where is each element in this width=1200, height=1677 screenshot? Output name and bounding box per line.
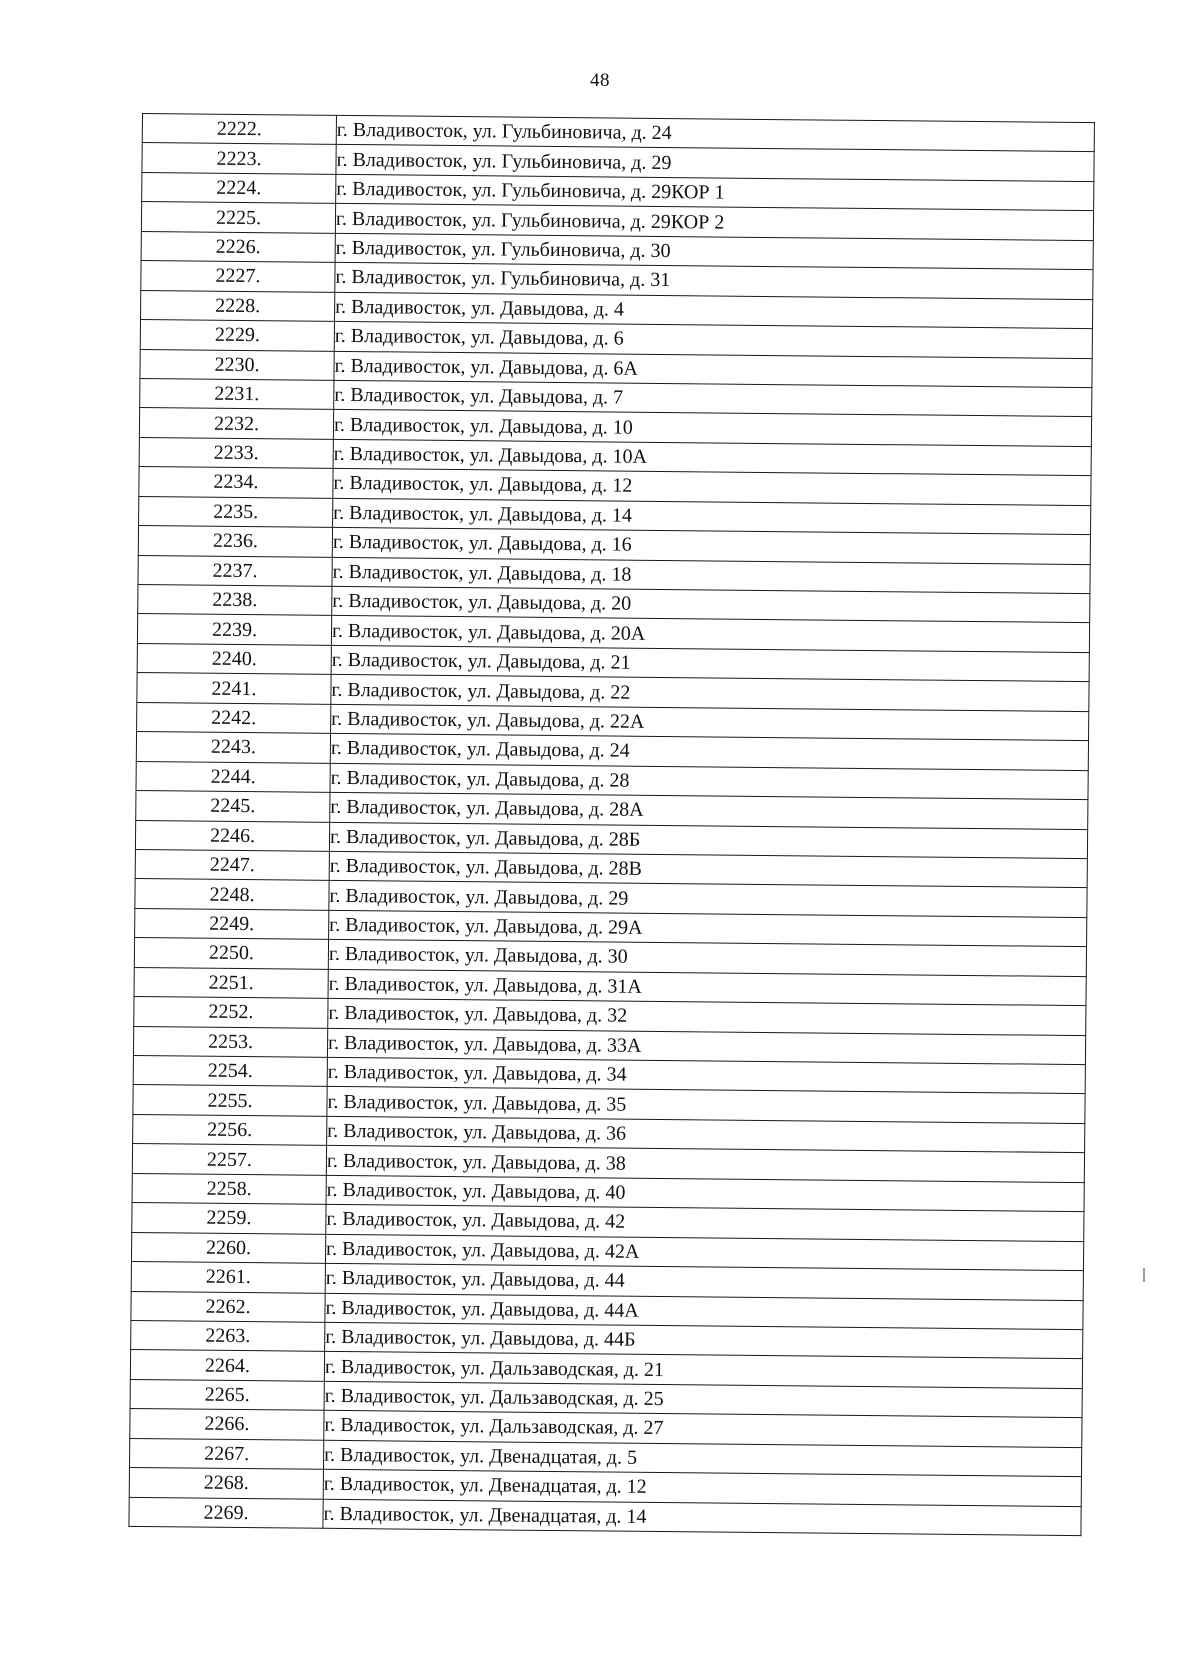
row-address: г. Владивосток, ул. Давыдова, д. 12 [333, 469, 1091, 506]
row-number: 2222. [142, 114, 336, 145]
row-address: г. Владивосток, ул. Давыдова, д. 7 [334, 380, 1092, 417]
row-number: 2244. [136, 761, 330, 792]
row-address: г. Владивосток, ул. Давыдова, д. 18 [332, 557, 1090, 594]
row-address: г. Владивосток, ул. Давыдова, д. 28А [330, 792, 1088, 829]
row-number: 2245. [136, 791, 330, 822]
row-address: г. Владивосток, ул. Давыдова, д. 6А [334, 351, 1092, 388]
row-address: г. Владивосток, ул. Гульбиновича, д. 30 [335, 233, 1093, 270]
row-number: 2234. [139, 467, 333, 498]
row-address: г. Владивосток, ул. Давыдова, д. 10А [333, 439, 1091, 476]
row-address: г. Владивосток, ул. Давыдова, д. 20 [332, 586, 1090, 623]
row-number: 2268. [129, 1468, 323, 1499]
row-address: г. Владивосток, ул. Давыдова, д. 16 [332, 527, 1090, 564]
row-address: г. Владивосток, ул. Двенадцатая, д. 5 [323, 1440, 1081, 1477]
row-address: г. Владивосток, ул. Двенадцатая, д. 14 [323, 1499, 1081, 1536]
row-number: 2257. [132, 1144, 326, 1175]
row-address: г. Владивосток, ул. Давыдова, д. 4 [335, 292, 1093, 329]
row-address: г. Владивосток, ул. Давыдова, д. 22 [331, 675, 1089, 712]
row-address: г. Владивосток, ул. Давыдова, д. 36 [327, 1116, 1085, 1153]
row-number: 2237. [138, 555, 332, 586]
row-number: 2254. [133, 1055, 327, 1086]
row-number: 2265. [130, 1379, 324, 1410]
row-number: 2247. [135, 849, 329, 880]
row-number: 2252. [134, 997, 328, 1028]
row-number: 2226. [141, 231, 335, 262]
row-number: 2230. [140, 349, 334, 380]
row-address: г. Владивосток, ул. Давыдова, д. 42А [325, 1234, 1083, 1271]
row-number: 2248. [135, 879, 329, 910]
row-address: г. Владивосток, ул. Дальзаводская, д. 25 [324, 1381, 1082, 1418]
row-number: 2241. [137, 673, 331, 704]
row-address: г. Владивосток, ул. Давыдова, д. 24 [330, 734, 1088, 771]
row-number: 2232. [139, 408, 333, 439]
row-number: 2224. [142, 172, 336, 203]
row-address: г. Владивосток, ул. Давыдова, д. 6 [334, 321, 1092, 358]
row-address: г. Владивосток, ул. Давыдова, д. 28Б [329, 822, 1087, 859]
row-number: 2262. [131, 1291, 325, 1322]
row-number: 2239. [137, 614, 331, 645]
row-address: г. Владивосток, ул. Давыдова, д. 44Б [325, 1322, 1083, 1359]
row-address: г. Владивосток, ул. Давыдова, д. 31А [328, 969, 1086, 1006]
row-number: 2228. [141, 290, 335, 321]
row-address: г. Владивосток, ул. Давыдова, д. 35 [327, 1087, 1085, 1124]
row-number: 2261. [131, 1262, 325, 1293]
row-address: г. Владивосток, ул. Давыдова, д. 10 [333, 410, 1091, 447]
row-number: 2242. [137, 702, 331, 733]
row-address: г. Владивосток, ул. Давыдова, д. 34 [327, 1057, 1085, 1094]
row-number: 2229. [140, 320, 334, 351]
row-number: 2231. [140, 378, 334, 409]
row-number: 2267. [129, 1438, 323, 1469]
row-address: г. Владивосток, ул. Давыдова, д. 29А [329, 910, 1087, 947]
row-address: г. Владивосток, ул. Давыдова, д. 42 [326, 1205, 1084, 1242]
row-address: г. Владивосток, ул. Гульбиновича, д. 24 [336, 115, 1094, 152]
row-address: г. Владивосток, ул. Давыдова, д. 38 [326, 1146, 1084, 1183]
row-address: г. Владивосток, ул. Гульбиновича, д. 29КОР 1 [336, 174, 1094, 211]
row-address: г. Владивосток, ул. Гульбиновича, д. 31 [335, 263, 1093, 300]
row-number: 2264. [130, 1350, 324, 1381]
row-number: 2246. [135, 820, 329, 851]
row-address: г. Владивосток, ул. Давыдова, д. 40 [326, 1175, 1084, 1212]
row-number: 2225. [141, 202, 335, 233]
row-address: г. Владивосток, ул. Давыдова, д. 32 [328, 998, 1086, 1035]
row-address: г. Владивосток, ул. Давыдова, д. 28 [330, 763, 1088, 800]
row-address: г. Владивосток, ул. Давыдова, д. 44 [325, 1263, 1083, 1300]
row-number: 2249. [135, 908, 329, 939]
row-number: 2251. [134, 967, 328, 998]
row-number: 2223. [142, 143, 336, 174]
row-address: г. Владивосток, ул. Давыдова, д. 28В [329, 851, 1087, 888]
row-number: 2250. [134, 938, 328, 969]
row-number: 2236. [138, 526, 332, 557]
row-number: 2259. [132, 1203, 326, 1234]
row-address: г. Владивосток, ул. Давыдова, д. 44А [325, 1293, 1083, 1330]
row-address: г. Владивосток, ул. Гульбиновича, д. 29КОР 2 [335, 204, 1093, 241]
row-address: г. Владивосток, ул. Давыдова, д. 20А [331, 616, 1089, 653]
row-number: 2235. [139, 496, 333, 527]
row-number: 2260. [131, 1232, 325, 1263]
page-number: 48 [590, 70, 610, 91]
row-number: 2256. [133, 1114, 327, 1145]
row-address: г. Владивосток, ул. Давыдова, д. 22А [331, 704, 1089, 741]
row-number: 2243. [136, 732, 330, 763]
row-address: г. Владивосток, ул. Давыдова, д. 29 [329, 881, 1087, 918]
row-number: 2238. [138, 584, 332, 615]
row-address: г. Владивосток, ул. Давыдова, д. 14 [333, 498, 1091, 535]
row-address: г. Владивосток, ул. Гульбиновича, д. 29 [336, 145, 1094, 182]
row-number: 2266. [130, 1409, 324, 1440]
row-number: 2263. [131, 1320, 325, 1351]
row-address: г. Владивосток, ул. Давыдова, д. 21 [331, 645, 1089, 682]
row-address: г. Владивосток, ул. Двенадцатая, д. 12 [323, 1469, 1081, 1506]
row-number: 2269. [129, 1497, 323, 1528]
row-number: 2253. [133, 1026, 327, 1057]
row-number: 2258. [132, 1173, 326, 1204]
row-number: 2227. [141, 261, 335, 292]
row-address: г. Владивосток, ул. Давыдова, д. 30 [328, 940, 1086, 977]
scan-speck [1143, 1268, 1145, 1282]
row-address: г. Владивосток, ул. Дальзаводская, д. 21 [324, 1352, 1082, 1389]
row-number: 2255. [133, 1085, 327, 1116]
row-address: г. Владивосток, ул. Дальзаводская, д. 27 [324, 1411, 1082, 1448]
address-table-body [129, 114, 1095, 1536]
address-table [128, 113, 1095, 1536]
row-number: 2240. [137, 643, 331, 674]
row-number: 2233. [139, 437, 333, 468]
row-address: г. Владивосток, ул. Давыдова, д. 33А [327, 1028, 1085, 1065]
